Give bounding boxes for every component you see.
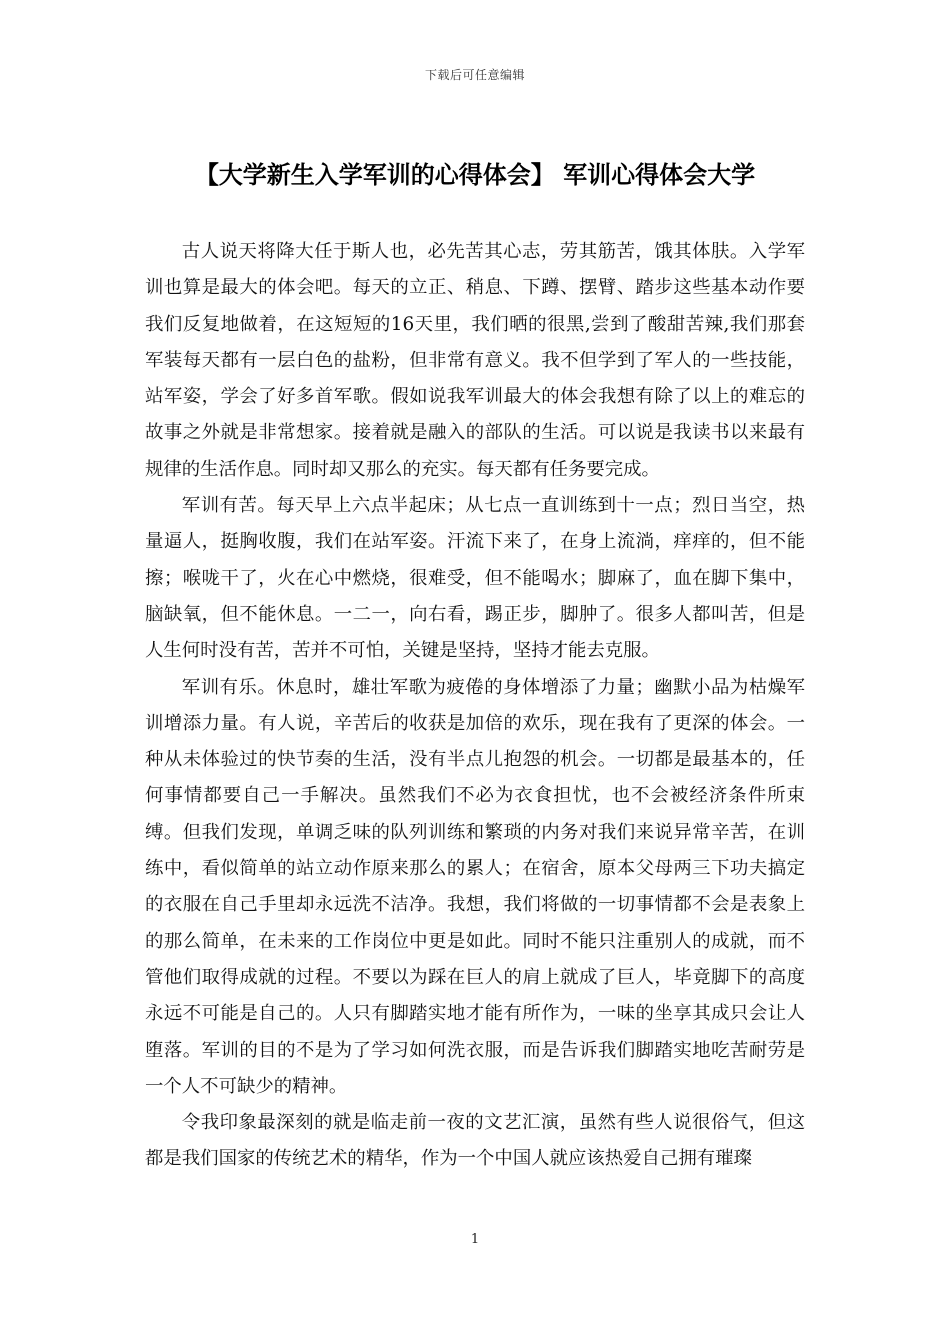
page-title: 【大学新生入学军训的心得体会】 军训心得体会大学 <box>194 161 756 189</box>
paragraph: 古人说天将降大任于斯人也，必先苦其心志，劳其筋苦，饿其体肤。入学军训也算是最大的体会吧。每天的立正、稍息、下蹲、摆臂、踏步这些基本动作要我们反复地做着，在这短短的16天里，我们晒的很黑,尝到了酸甜苦辣,我们那套军装每天都有一层白色的盐粉，但非常有意义。我不但学到了军人的一些技能，站军姿，学会了好多首军歌。假如说我军训最大的体会我想有除了以上的难忘的故事之外就是非常想家。接着就是融入的部队的生活。可以说是我读书以来最有规律的生活作息。同时却又那么的充实。每天都有任务要完成。 <box>145 241 805 480</box>
body-text <box>145 234 805 1178</box>
paragraph: 军训有乐。休息时，雄壮军歌为疲倦的身体增添了力量；幽默小品为枯燥军训增添力量。有人说，辛苦后的收获是加倍的欢乐，现在我有了更深的体会。一种从未体验过的快节奏的生活，没有半点儿抱怨的机会。一切都是最基本的，任何事情都要自己一手解决。虽然我们不必为衣食担忧，也不会被经济条件所束缚。但我们发现，单调乏味的队列训练和繁琐的内务对我们来说异常辛苦，在训练中，看似简单的站立动作原来那么的累人；在宿舍，原本父母两三下功夫搞定的衣服在自己手里却永远洗不洁净。我想，我们将做的一切事情都不会是表象上的那么简单，在未来的工作岗位中更是如此。同时不能只注重别人的成就，而不管他们取得成就的过程。不要以为踩在巨人的肩上就成了巨人，毕竟脚下的高度永远不可能是自己的。人只有脚踏实地才能有所作为，一味的坐享其成只会让人堕落。军训的目的不是为了学习如何洗衣服，而是告诉我们脚踏实地吃苦耐劳是一个人不可缺少的精神。 <box>145 676 805 1097</box>
page-number: 1 <box>470 1232 480 1247</box>
paragraph: 令我印象最深刻的就是临走前一夜的文艺汇演，虽然有些人说很俗气，但这都是我们国家的传统艺术的精华，作为一个中国人就应该热爱自己拥有璀璨 <box>145 1112 805 1170</box>
paragraph: 军训有苦。每天早上六点半起床；从七点一直训练到十一点；烈日当空，热量逼人，挺胸收腹，我们在站军姿。汗流下来了，在身上流淌，痒痒的，但不能擦；喉咙干了，火在心中燃烧，很难受，但不能喝水；脚麻了，血在脚下集中，脑缺氧，但不能休息。一二一，向右看，踢正步，脚肿了。很多人都叫苦，但是人生何时没有苦，苦并不可怕，关键是坚持，坚持才能去克服。 <box>145 495 805 662</box>
header-note: 下载后可任意编辑 <box>424 68 525 82</box>
